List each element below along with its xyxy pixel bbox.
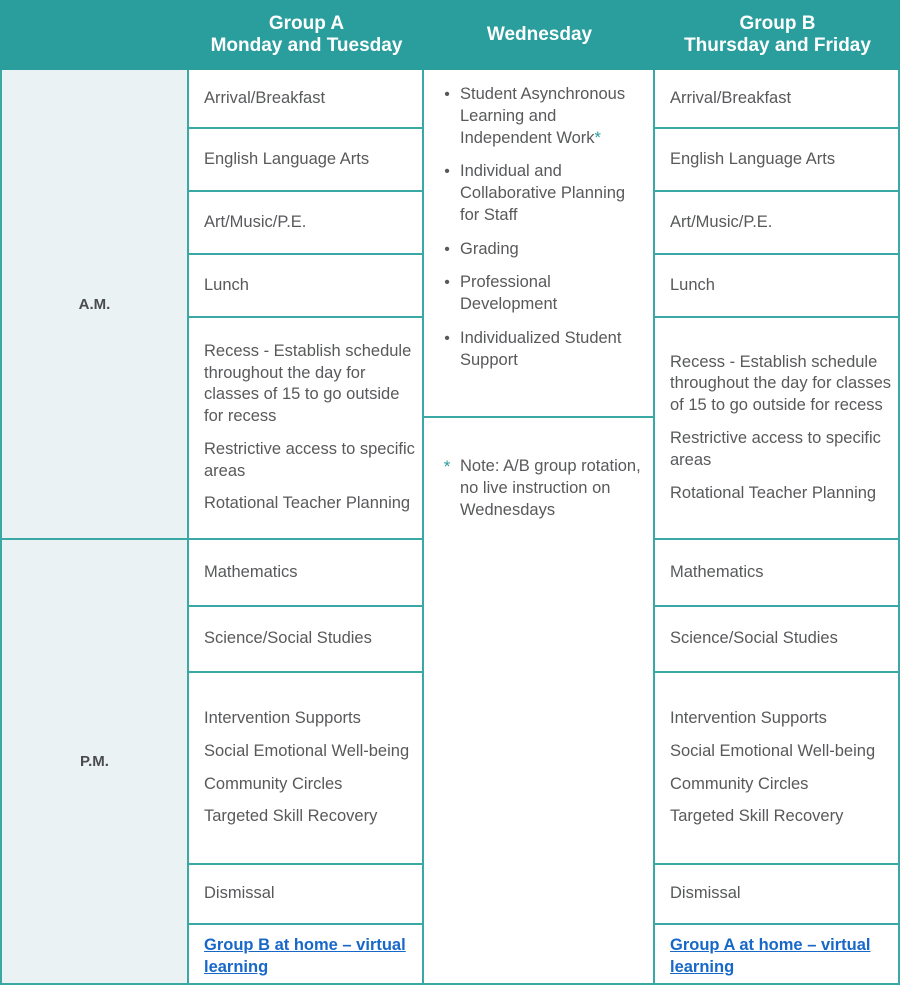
text-a-intervention: Intervention Supports <box>204 708 361 727</box>
cell-a-recess-block <box>189 318 422 540</box>
wednesday-bullet-1-text: Student Asynchronous Learning and Independent Work <box>460 85 626 147</box>
text-a-recovery: Targeted Skill Recovery <box>204 807 378 826</box>
text-a-recess: Recess - Establish schedule throughout the day for classes of 15 to go outside for recess <box>204 341 412 426</box>
wednesday-bullet-3: Grading <box>460 239 519 258</box>
text-a-rotational: Rotational Teacher Planning <box>204 494 411 513</box>
cell-b-arrival: Arrival/Breakfast <box>655 70 898 129</box>
header-group-a-line2: Monday and Tuesday <box>210 35 403 56</box>
list-item <box>434 328 643 372</box>
wednesday-note-cell <box>424 418 653 983</box>
bullet-dot-icon: • <box>444 86 450 103</box>
cell-b-art: Art/Music/P.E. <box>655 192 898 255</box>
bullet-dot-icon: • <box>444 274 450 292</box>
table-header-row <box>0 0 900 70</box>
text-a-restrictive: Restrictive access to specific areas <box>204 439 415 480</box>
text-b-sel: Social Emotional Well-being <box>670 741 876 760</box>
asterisk-icon: * <box>443 457 451 476</box>
wednesday-bullet-5: Individualized Student Support <box>460 328 622 369</box>
cell-a-art: Art/Music/P.E. <box>189 192 422 255</box>
group-b-column <box>655 70 900 985</box>
cell-a-ela: English Language Arts <box>189 129 422 192</box>
table-body <box>0 70 900 985</box>
header-corner-cell <box>0 0 189 70</box>
text-b-circles: Community Circles <box>670 774 809 793</box>
wednesday-column <box>424 70 655 985</box>
cell-b-supports-block <box>655 673 898 865</box>
header-group-a-line1: Group A <box>268 13 345 35</box>
wednesday-activities-cell <box>424 70 653 418</box>
wednesday-note-text: Note: A/B group rotation, no live instruction on Wednesdays <box>460 457 641 519</box>
header-group-b <box>655 0 900 70</box>
cell-a-science: Science/Social Studies <box>189 607 422 673</box>
period-label-am: A.M. <box>2 70 187 540</box>
text-b-rotational: Rotational Teacher Planning <box>670 483 877 502</box>
cell-a-lunch: Lunch <box>189 255 422 318</box>
bullet-dot-icon: • <box>444 240 450 258</box>
link-group-a-at-home[interactable]: Group A at home – virtual learning <box>670 935 871 976</box>
wednesday-bullet-2: Individual and Collaborative Planning for Staff <box>460 162 626 224</box>
wednesday-bullet-1 <box>460 84 643 149</box>
cell-b-lunch: Lunch <box>655 255 898 318</box>
period-label-column <box>0 70 189 985</box>
cell-b-recess-block <box>655 318 898 540</box>
cell-a-supports-block <box>189 673 422 865</box>
header-group-b-line1: Group B <box>739 13 816 35</box>
header-wednesday <box>424 0 655 70</box>
list-item <box>434 239 643 261</box>
wednesday-bullet-4: Professional Development <box>460 273 558 314</box>
cell-a-dismissal: Dismissal <box>189 865 422 925</box>
wednesday-note-row <box>434 456 643 521</box>
group-a-column <box>189 70 424 985</box>
period-label-pm: P.M. <box>80 753 109 770</box>
header-group-b-line2: Thursday and Friday <box>684 35 871 56</box>
header-wednesday-line1: Wednesday <box>486 24 593 46</box>
text-b-recess: Recess - Establish schedule throughout the day for classes of 15 to go outside for recess <box>670 352 892 415</box>
list-item <box>434 272 643 316</box>
cell-b-ela: English Language Arts <box>655 129 898 192</box>
asterisk-mark: * <box>594 128 601 147</box>
cell-a-math: Mathematics <box>189 540 422 607</box>
text-a-sel: Social Emotional Well-being <box>204 741 410 760</box>
text-b-restrictive: Restrictive access to specific areas <box>670 429 881 469</box>
cell-b-dismissal: Dismissal <box>655 865 898 925</box>
cell-a-arrival: Arrival/Breakfast <box>189 70 422 129</box>
cell-b-at-home[interactable] <box>655 925 898 988</box>
list-item <box>434 84 643 149</box>
bullet-dot-icon: • <box>444 329 450 347</box>
bullet-dot-icon: • <box>444 163 450 181</box>
list-item <box>434 161 643 226</box>
cell-b-science: Science/Social Studies <box>655 607 898 673</box>
wednesday-bullet-list <box>434 84 643 371</box>
text-b-intervention: Intervention Supports <box>670 708 827 727</box>
cell-b-math: Mathematics <box>655 540 898 607</box>
text-a-circles: Community Circles <box>204 774 343 793</box>
link-group-b-at-home[interactable]: Group B at home – virtual learning <box>204 935 406 976</box>
header-group-a <box>189 0 424 70</box>
cell-a-at-home[interactable] <box>189 925 422 988</box>
text-b-recovery: Targeted Skill Recovery <box>670 807 844 826</box>
